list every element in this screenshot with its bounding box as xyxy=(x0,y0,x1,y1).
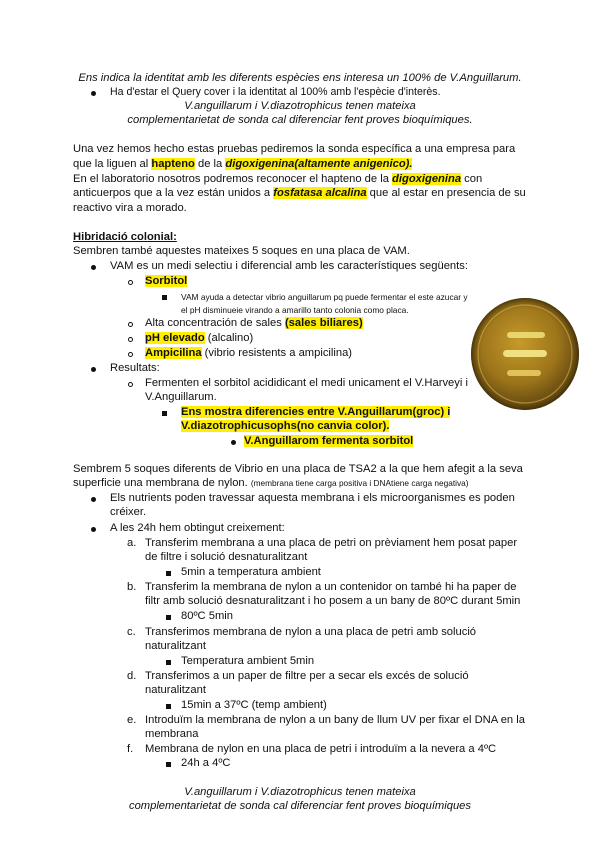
step-e-line1: Introduïm la membrana de nylon a un bany de llum UV per fixar el DNA en la xyxy=(145,714,525,726)
bullet-dot xyxy=(91,367,96,372)
text: de la xyxy=(194,158,226,170)
step-letter: c. xyxy=(127,626,136,638)
intro-italic-b: complementarietat de sonda cal diferenciar fent proves bioquímiques. xyxy=(127,114,473,126)
highlight-digoxigenina: digoxigenina(altamente anigenico). xyxy=(225,158,413,170)
section3-line1: Sembrem 5 soques diferents de Vibrio en una placa de TSA2 a la que hem afegit a la seva xyxy=(73,463,523,475)
intro-line: Ens indica la identitat amb les diferents espècies ens interesa un 100% de V.Anguillarum. xyxy=(78,72,522,84)
square-bullet xyxy=(166,660,171,665)
text: Alta concentración de sales xyxy=(145,317,285,329)
text: superficie una membrana de nylon. xyxy=(73,477,251,489)
step-letter: b. xyxy=(127,581,137,593)
square-bullet xyxy=(166,762,171,767)
square-bullet xyxy=(166,704,171,709)
ph-item xyxy=(145,331,253,345)
bullet-dot xyxy=(91,527,96,532)
square-bullet xyxy=(166,615,171,620)
text: anticuerpos que a la vez están unidos a xyxy=(73,187,274,199)
results-ferment xyxy=(244,434,413,448)
step-b-line2: filtr amb solució desnaturalitzant i ho posem a un bany de 80ºC durant 5min xyxy=(145,595,521,607)
results-diff2 xyxy=(181,419,389,433)
highlight-ampicilina: Ampicilina xyxy=(145,347,202,359)
ring-bullet xyxy=(128,280,133,285)
text: (alcalino) xyxy=(204,332,254,344)
step-f-sub: 24h a 4ºC xyxy=(181,757,231,769)
highlight-ph: pH elevado xyxy=(145,332,205,344)
step-d-line1: Transferimos a un paper de filtre per a secar els excés de solució xyxy=(145,670,469,682)
text: con xyxy=(461,173,483,185)
highlight-hapteno: hapteno xyxy=(151,158,195,170)
highlight-diff2: V.diazotrophicusophs(no canvia color). xyxy=(181,420,390,432)
text: En el laboratorio nosotros podremos reconocer el hapteno de la xyxy=(73,173,393,185)
footer-italic-b: complementarietat de sonda cal diferenciar fent proves bioquímiques xyxy=(128,800,472,812)
text: que al estar en presencia de su xyxy=(366,187,526,199)
intro-bullet: Ha d'estar el Query cover i la identitat al 100% amb l'espècie d'interès. xyxy=(110,86,441,98)
bullet-dot xyxy=(91,265,96,270)
sorbitol-note2: el pH disminueie virando a amarillo tanto colonia como placa. xyxy=(181,305,409,315)
para1-line3 xyxy=(73,172,482,186)
results-line2: V.Anguillarum. xyxy=(145,391,217,403)
square-bullet xyxy=(166,571,171,576)
step-d-line2: naturalitzant xyxy=(145,684,206,696)
para1-line2 xyxy=(73,157,412,171)
square-bullet xyxy=(162,295,167,300)
step-a-line1: Transferim membrana a una placa de petri on prèviament hem posat paper xyxy=(145,537,518,549)
para1-line5: reactivo vira a morado. xyxy=(73,202,187,214)
section-heading: Hibridació colonial: xyxy=(73,231,177,243)
para1-line4 xyxy=(73,186,526,200)
section2-intro: Sembren també aquestes mateixes 5 soques en una placa de VAM. xyxy=(73,245,410,257)
text: que la liguen al xyxy=(73,158,152,170)
growth-bullet: A les 24h hem obtingut creixement: xyxy=(110,522,285,534)
step-b-sub: 80ºC 5min xyxy=(181,610,233,622)
ring-bullet xyxy=(128,352,133,357)
footer-italic-a: V.anguillarum i V.diazotrophicus tenen mateixa xyxy=(184,786,416,798)
salt-item xyxy=(145,316,363,330)
para1-line1: Una vez hemos hecho estas pruebas pediremos la sonda específica a una empresa para xyxy=(73,143,516,155)
step-a-line2: de filtre i solució desnaturalitzant xyxy=(145,551,308,563)
step-c-line2: naturalitzant xyxy=(145,640,206,652)
square-bullet xyxy=(162,411,167,416)
step-letter: d. xyxy=(127,670,137,682)
bullet-dot xyxy=(231,440,236,445)
step-letter: e. xyxy=(127,714,137,726)
sorbitol-item xyxy=(145,274,187,288)
ring-bullet xyxy=(128,337,133,342)
highlight-fosfatasa: fosfatasa alcalina xyxy=(273,187,367,199)
step-b-line1: Transferim la membrana de nylon a un contenidor on també hi ha paper de xyxy=(145,581,517,593)
ring-bullet xyxy=(128,322,133,327)
text: (vibrio resistents a ampicilina) xyxy=(201,347,353,359)
petri-dish-photo xyxy=(469,296,581,412)
step-letter: f. xyxy=(127,743,134,755)
bullet-dot xyxy=(91,91,96,96)
amp-item xyxy=(145,346,352,360)
step-f-line1: Membrana de nylon en una placa de petri i introduïm a la nevera a 4ºC xyxy=(145,743,497,755)
results-bullet: Resultats: xyxy=(110,362,160,374)
bullet-dot xyxy=(91,497,96,502)
nutrients-line2: créixer. xyxy=(110,506,147,518)
highlight-ferment: V.Anguillarom fermenta sorbitol xyxy=(244,435,414,447)
highlight-sorbitol: Sorbitol xyxy=(145,275,188,287)
vam-bullet: VAM es un medi selectiu i diferencial amb les característiques següents: xyxy=(110,260,468,272)
step-d-sub: 15min a 37ºC (temp ambient) xyxy=(181,699,327,711)
results-line1: Fermenten el sorbitol acididicant el medi unicament el V.Harveyi i xyxy=(145,377,468,389)
highlight-diff: Ens mostra diferencies entre V.Anguillarum(groc) i xyxy=(181,406,451,418)
highlight-digoxigenina-2: digoxigenina xyxy=(392,173,462,185)
step-a-sub: 5min a temperatura ambient xyxy=(181,566,321,578)
note-small: (membrana tiene carga positiva i DNAtiene carga negativa) xyxy=(250,478,469,488)
intro-italic-a: V.anguillarum i V.diazotrophicus tenen mateixa xyxy=(184,100,416,112)
step-c-line1: Transferimos membrana de nylon a una placa de petri amb solució xyxy=(145,626,477,638)
sorbitol-note1: VAM ayuda a detectar vibrio anguillarum pq puede fermentar el este azucar y xyxy=(181,292,468,302)
ring-bullet xyxy=(128,382,133,387)
results-diff1 xyxy=(181,405,450,419)
step-e-line2: membrana xyxy=(145,728,199,740)
step-c-sub: Temperatura ambient 5min xyxy=(181,655,315,667)
step-letter: a. xyxy=(127,537,137,549)
nutrients-line1: Els nutrients poden travessar aquesta membrana i els microorganismes es poden xyxy=(110,492,515,504)
highlight-sales: (sales biliares) xyxy=(284,317,363,329)
section3-line2 xyxy=(73,476,469,490)
